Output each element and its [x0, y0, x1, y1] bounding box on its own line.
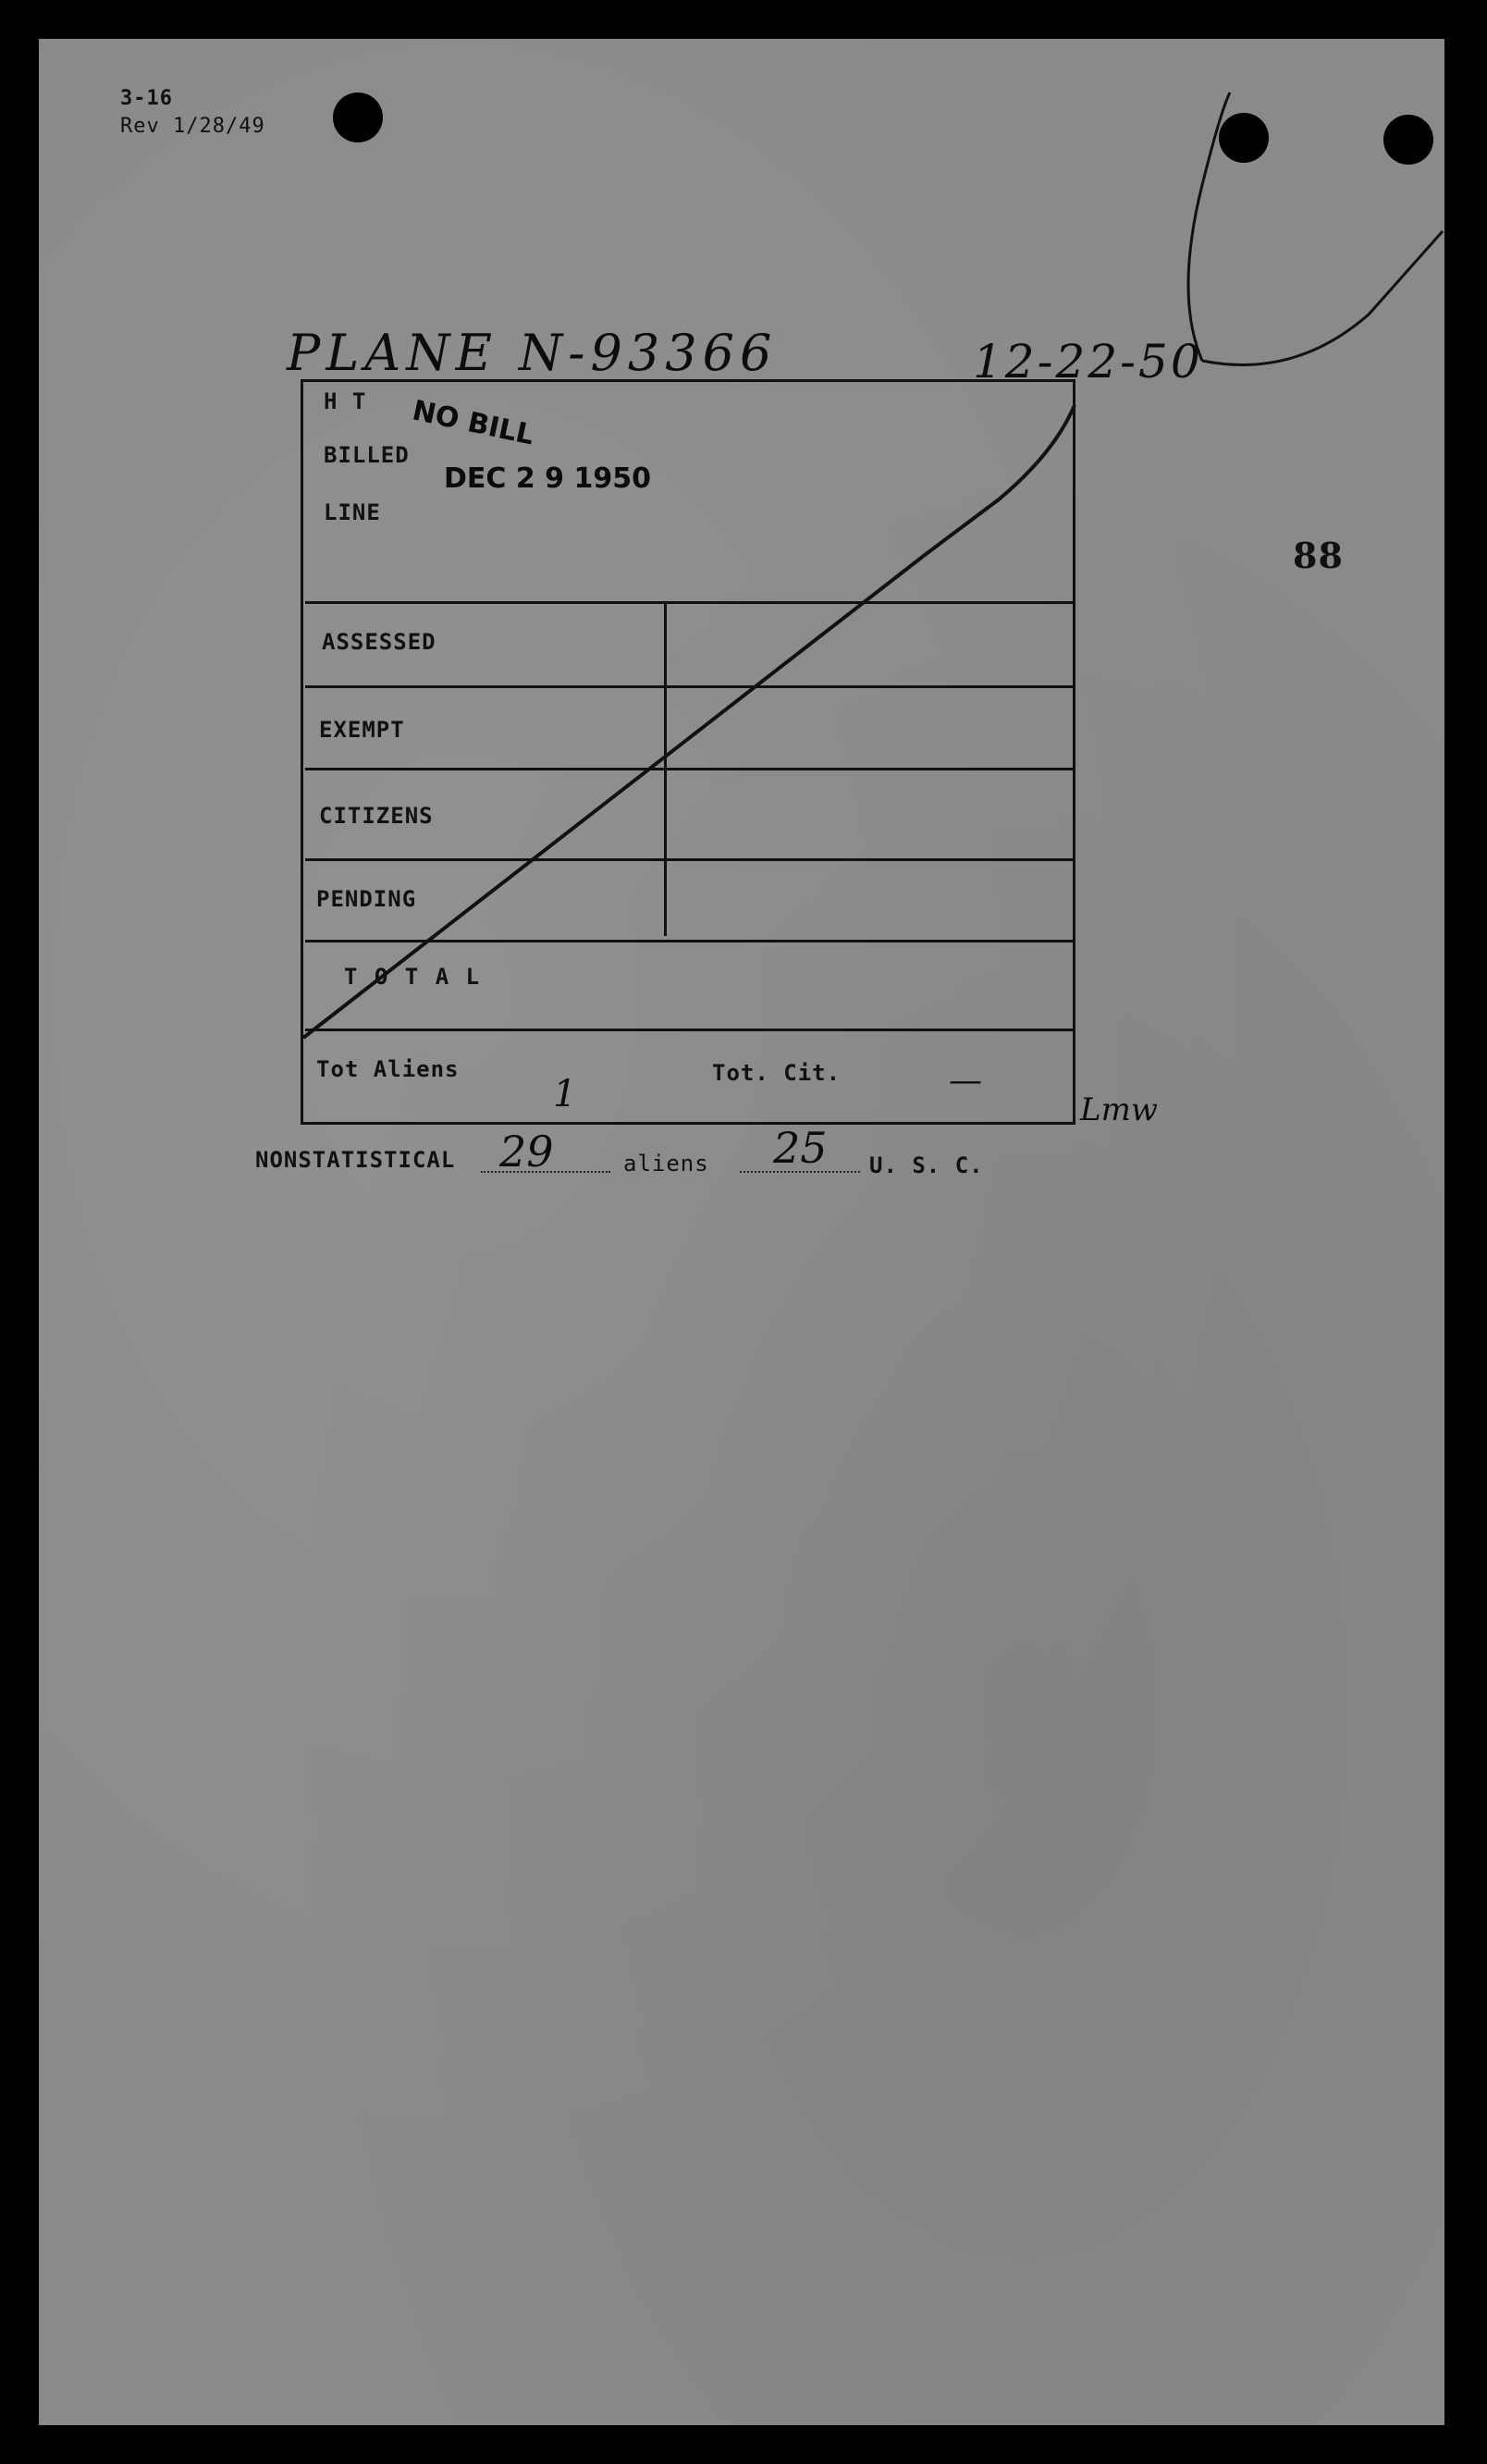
label-line: LINE	[324, 499, 381, 525]
label-assessed: ASSESSED	[322, 629, 436, 655]
diagonal-cancel-line	[303, 405, 1075, 1038]
tot-aliens-value: 1	[553, 1073, 577, 1115]
page-number: 88	[1293, 535, 1344, 576]
label-nonstatistical: NONSTATISTICAL	[255, 1147, 456, 1173]
label-pending: PENDING	[316, 886, 417, 912]
initials: Lmw	[1080, 1091, 1158, 1128]
nonstat-aliens-value: 29	[499, 1127, 554, 1177]
tot-cit-value: —	[949, 1062, 982, 1100]
label-citizens: CITIZENS	[319, 803, 434, 829]
handwritten-date: 12-22-50	[973, 335, 1203, 388]
signature-loop	[1188, 92, 1443, 364]
label-ht: H T	[324, 388, 367, 414]
label-total: T O T A L	[344, 964, 482, 990]
label-aliens: aliens	[623, 1151, 709, 1177]
form-revision: Rev 1/28/49	[120, 115, 265, 138]
nonstat-usc-value: 25	[773, 1123, 828, 1173]
stamp-no-bill: NO BILL	[409, 394, 537, 452]
label-billed: BILLED	[324, 442, 410, 468]
label-exempt: EXEMPT	[319, 717, 405, 743]
label-tot-cit: Tot. Cit.	[712, 1060, 842, 1086]
label-tot-aliens: Tot Aliens	[316, 1056, 460, 1082]
plane-number: PLANE N-93366	[287, 324, 778, 382]
form-number: 3-16	[120, 87, 173, 110]
label-usc: U. S. C.	[869, 1152, 984, 1178]
stamp-date: DEC 2 9 1950	[444, 462, 651, 495]
